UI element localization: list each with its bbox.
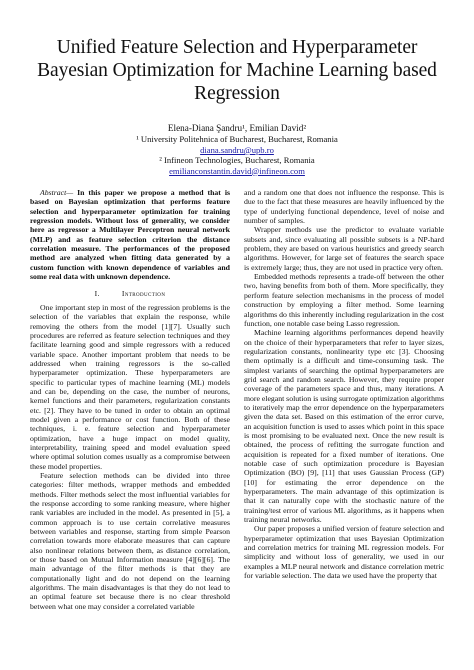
author-email-1[interactable]: diana.sandru@upb.ro (200, 144, 274, 155)
author-names: Elena-Diana Şandru¹, Emilian David² (167, 123, 307, 133)
paragraph: One important step in most of the regression problems is the selection of the variables that explain the response, while removing the others from the model [1][7]. Usually such procedures are referred as feature selection techniques and they facilitate learning good and simple regressors with a reduced variable space. Another important problem that needs to be addressed when training regressors is the so-called hyperparameter optimization. These hyperparameters are specific to particular types of machine learning (ML) models and can be, depending on the case, the number of neurons, kernel functions and their parameters, regularization constants etc. [2]. They have to be tuned in order to obtain an optimal model given a performance or cost function. Both of these techniques, i. e. feature selection and hyperparameter optimization, have a huge impact on model quality, interpretability, training speed and model evaluation speed where optimal solution comes usually as a compromise between these model properties. (30, 302, 230, 471)
left-column (30, 188, 230, 611)
paragraph: Feature selection methods can be divided into three categories: filter methods, wrapper methods and embedded methods. Filter methods select the most influential variables for the response according to some ranking measure, where higher rank variables are included in the model. As presented in [5], a common approach is to use certain correlative measures between variables and response, starting from simple Pearson correlation towards more elaborate measures that can capture also nonlinear relations between them, as distance correlation, or those based on Mutual Information measure [4][6][6]. The main advantage of the filter methods is that they are computationally light and do not depend on the learning algorithms. The main disadvantages is that they do not lead to an optimal feature set because there is no clear threshold between what one may consider a correlated variable (30, 471, 230, 611)
section-number: I. (94, 289, 100, 299)
paragraph: and a random one that does not influence the response. This is due to the fact that these measures are heavily influenced by the type of underlying functional dependence, level of noise and number of samples. (244, 188, 444, 226)
abstract-text: In this paper we propose a method that is based on Bayesian optimization that performs feature selection and hyperparameter optimization for training regression models. Without loss of generality, we consider here as regressor a Multilayer Perceptron neural network (MLP) and as feature selection criterion the distance correlation measure. The performances of the proposed method are analyzed when fitting data generated by a custom function with known dependence of variables and some real data with unknown dependence. (30, 188, 230, 282)
section-title: Introduction (121, 289, 166, 299)
paragraph: Embedded methods represents a trade-off between the other two, having benefits from both of them. More specifically, they perform feature selection mechanisms in the process of model construction by employing a filter method. Some learning algorithms do this inherently including regularization in the cost function, one notable case being Lasso regression. (244, 272, 444, 328)
title-line: Bayesian Optimization for Machine Learning based (37, 60, 437, 81)
paragraph: Wrapper methods use the predictor to evaluate variable subsets and, since evaluating all possible subsets is a NP-hard problem, they are based on various heuristics and greedy search algorithms. However, for large set of features the search space is extremely large; thus, they are not used in practice very often. (244, 225, 444, 272)
title-line: Regression (194, 83, 280, 104)
affiliation-2: ² Infineon Technologies, Bucharest, Romania (159, 155, 315, 166)
abstract-lead: Abstract— (40, 188, 74, 198)
two-column-body (30, 188, 444, 611)
section-heading (30, 289, 230, 298)
paragraph: Our paper proposes a unified version of feature selection and hyperparameter optimization that uses Bayesian Optimization and correlation metrics for training ML regression models. For simplicity and without loss of generality, we used in our examples a MLP neural network and distance correlation metric for variable selection. The data we used have the property that (244, 524, 444, 581)
author-block (30, 123, 444, 176)
paper-title (30, 36, 444, 105)
affiliation-1: ¹ University Politehnica of Bucharest, Bucharest, Romania (136, 134, 338, 145)
author-email-2[interactable]: emilianconstantin.david@infineon.com (169, 165, 305, 176)
right-column (244, 188, 444, 611)
paragraph: Machine learning algorithms performances depend heavily on the choice of their hyperparameters that refer to layer sizes, regularization constants, nonlinearity type etc [3]. Choosing them optimally is a difficult and time-consuming task. The simplest variants of searching the optimal hyperparameters are grid search and random search. However, they require proper coverage of the parameters space and thus, many iterations. A more elegant solution is using surrogate optimization algorithms to iteratively map the error dependence on the hyperparameters given the data set. Based on this estimation of the error curve, an acquisition function is used to asses which point in this space is most promising to be evaluated next. Once the new result is obtained, the process of refitting the surrogate function and acquisition is repeated for a fixed number of iterations. One notable case of such optimization procedure is Bayesian Optimization (BO) [9], [11] that uses Gaussian Process (GP) [10] for estimating the error dependence on the hyperparameters. The main advantage of this optimization is that it can naturally cope with the stochastic nature of the training/test error of various ML algorithms, as it happens when training neural networks. (244, 328, 444, 525)
title-line: Unified Feature Selection and Hyperparameter (56, 37, 418, 58)
abstract (30, 188, 230, 281)
